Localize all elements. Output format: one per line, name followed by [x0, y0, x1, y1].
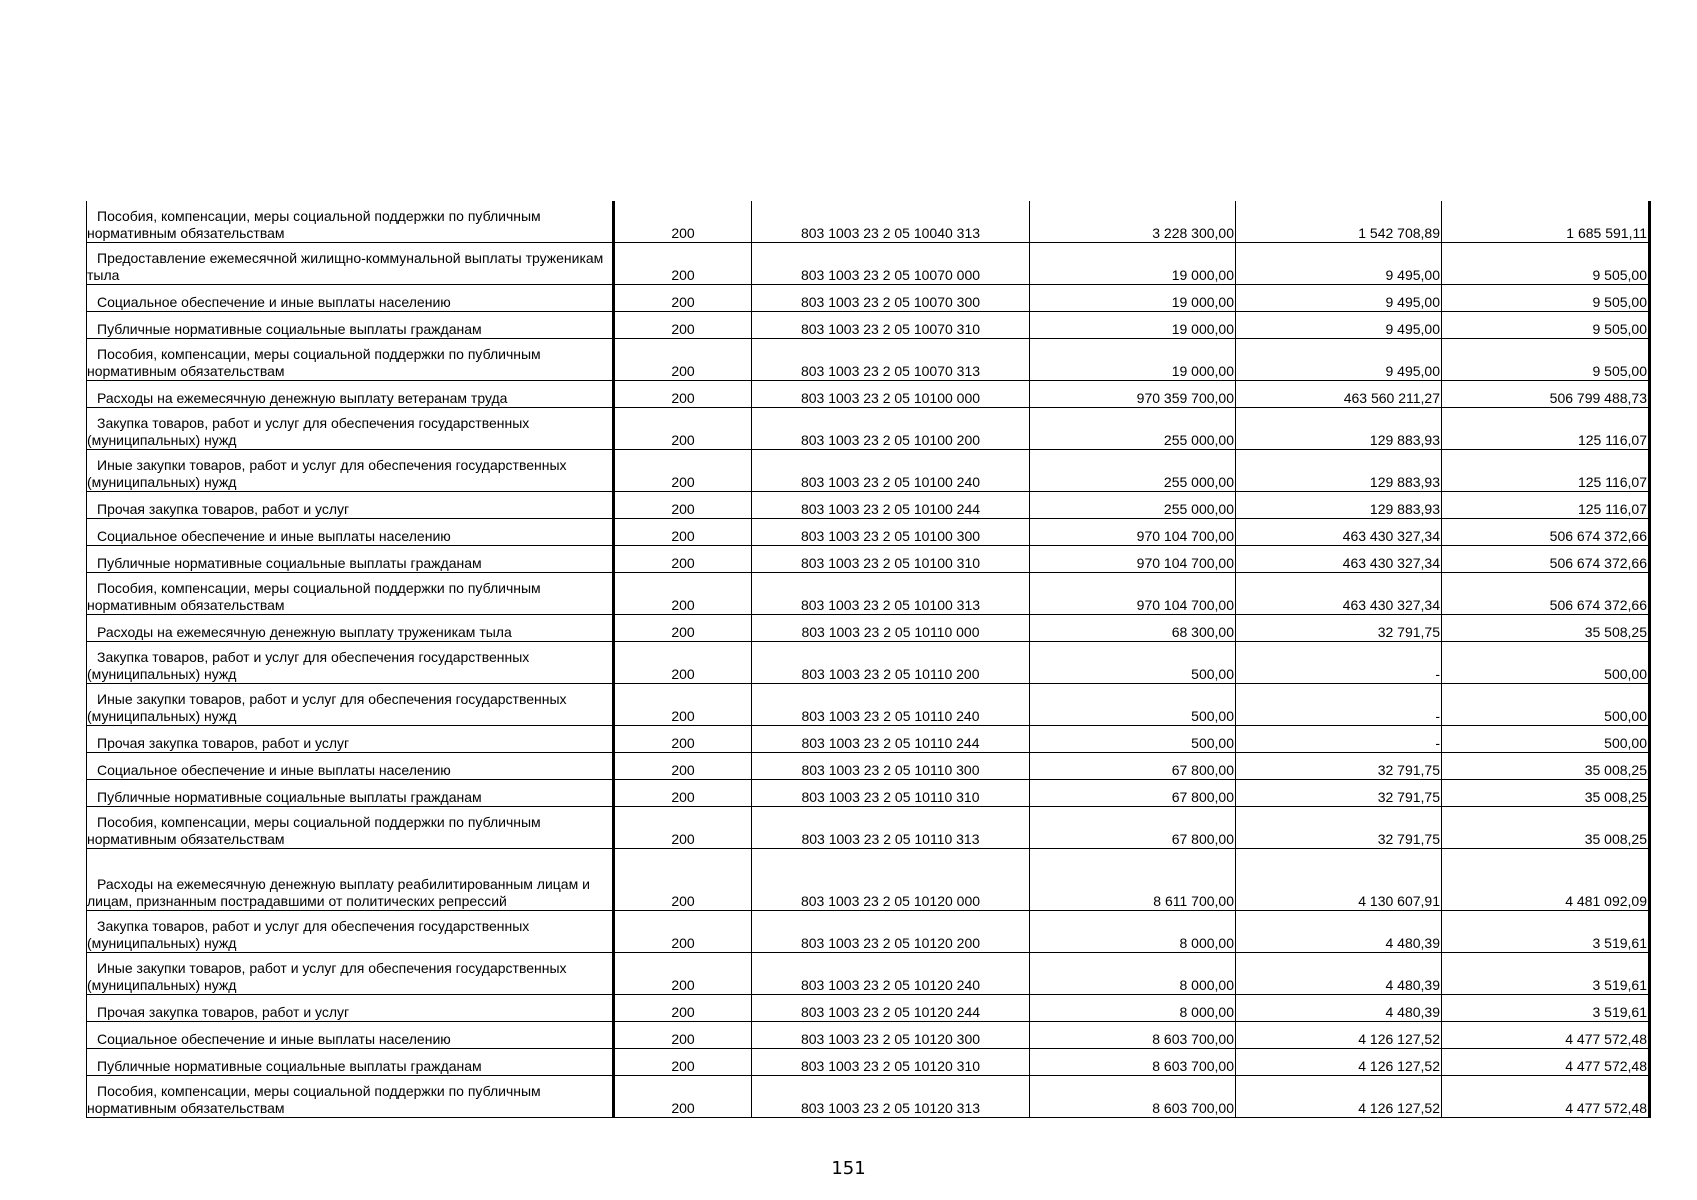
row-name: Иные закупки товаров, работ и услуг для обеспечения государственных (муниципальных) нужд [87, 953, 614, 995]
row-unexecuted-amount: 506 799 488,73 [1442, 381, 1650, 408]
table-row [87, 408, 1650, 450]
row-name: Расходы на ежемесячную денежную выплату реабилитированным лицам и лицам, признанным пострадавшими от политических репрессий [87, 849, 614, 911]
row-budget-classification-code: 803 1003 23 2 05 10100 310 [752, 546, 1030, 573]
row-line-code: 200 [614, 339, 752, 381]
row-approved-amount: 19 000,00 [1030, 312, 1236, 339]
row-line-code: 200 [614, 953, 752, 995]
row-unexecuted-amount: 3 519,61 [1442, 911, 1650, 953]
row-approved-amount: 19 000,00 [1030, 243, 1236, 285]
table-row [87, 381, 1650, 408]
table-row [87, 615, 1650, 642]
row-name: Социальное обеспечение и иные выплаты населению [87, 753, 614, 780]
table-row [87, 339, 1650, 381]
row-line-code: 200 [614, 312, 752, 339]
row-executed-amount: 129 883,93 [1236, 492, 1442, 519]
row-unexecuted-amount: 4 477 572,48 [1442, 1049, 1650, 1076]
row-unexecuted-amount: 506 674 372,66 [1442, 573, 1650, 615]
row-name: Публичные нормативные социальные выплаты гражданам [87, 312, 614, 339]
row-unexecuted-amount: 125 116,07 [1442, 492, 1650, 519]
page-number: 151 [831, 1158, 866, 1179]
row-approved-amount: 67 800,00 [1030, 807, 1236, 849]
row-budget-classification-code: 803 1003 23 2 05 10100 300 [752, 519, 1030, 546]
row-approved-amount: 8 000,00 [1030, 995, 1236, 1022]
row-line-code: 200 [614, 573, 752, 615]
row-approved-amount: 970 359 700,00 [1030, 381, 1236, 408]
row-line-code: 200 [614, 753, 752, 780]
row-name: Публичные нормативные социальные выплаты гражданам [87, 1049, 614, 1076]
row-unexecuted-amount: 3 519,61 [1442, 953, 1650, 995]
row-executed-amount: 9 495,00 [1236, 285, 1442, 312]
row-line-code: 200 [614, 911, 752, 953]
table-row [87, 807, 1650, 849]
row-unexecuted-amount: 1 685 591,11 [1442, 201, 1650, 243]
table-row [87, 1049, 1650, 1076]
row-name: Закупка товаров, работ и услуг для обеспечения государственных (муниципальных) нужд [87, 911, 614, 953]
row-approved-amount: 500,00 [1030, 684, 1236, 726]
table-row [87, 285, 1650, 312]
row-unexecuted-amount: 35 008,25 [1442, 780, 1650, 807]
row-executed-amount: 9 495,00 [1236, 243, 1442, 285]
row-unexecuted-amount: 35 008,25 [1442, 753, 1650, 780]
row-executed-amount: 4 480,39 [1236, 911, 1442, 953]
table-row [87, 642, 1650, 684]
row-unexecuted-amount: 125 116,07 [1442, 450, 1650, 492]
row-budget-classification-code: 803 1003 23 2 05 10070 313 [752, 339, 1030, 381]
row-executed-amount: 4 480,39 [1236, 953, 1442, 995]
row-name: Социальное обеспечение и иные выплаты населению [87, 285, 614, 312]
row-unexecuted-amount: 3 519,61 [1442, 995, 1650, 1022]
row-name: Прочая закупка товаров, работ и услуг [87, 995, 614, 1022]
row-budget-classification-code: 803 1003 23 2 05 10110 313 [752, 807, 1030, 849]
row-name: Пособия, компенсации, меры социальной поддержки по публичным нормативным обязательствам [87, 339, 614, 381]
table-row [87, 519, 1650, 546]
row-executed-amount: 1 542 708,89 [1236, 201, 1442, 243]
row-approved-amount: 19 000,00 [1030, 339, 1236, 381]
row-budget-classification-code: 803 1003 23 2 05 10110 240 [752, 684, 1030, 726]
row-budget-classification-code: 803 1003 23 2 05 10110 300 [752, 753, 1030, 780]
row-executed-amount: 9 495,00 [1236, 339, 1442, 381]
row-approved-amount: 8 000,00 [1030, 953, 1236, 995]
table-row [87, 492, 1650, 519]
row-approved-amount: 255 000,00 [1030, 492, 1236, 519]
row-line-code: 200 [614, 243, 752, 285]
row-executed-amount: 463 430 327,34 [1236, 573, 1442, 615]
row-executed-amount: 4 126 127,52 [1236, 1022, 1442, 1049]
row-approved-amount: 500,00 [1030, 726, 1236, 753]
row-approved-amount: 3 228 300,00 [1030, 201, 1236, 243]
row-approved-amount: 19 000,00 [1030, 285, 1236, 312]
table-row [87, 1076, 1650, 1118]
table-row [87, 684, 1650, 726]
row-budget-classification-code: 803 1003 23 2 05 10120 200 [752, 911, 1030, 953]
row-name: Иные закупки товаров, работ и услуг для обеспечения государственных (муниципальных) нужд [87, 684, 614, 726]
row-budget-classification-code: 803 1003 23 2 05 10120 313 [752, 1076, 1030, 1118]
table-row [87, 201, 1650, 243]
row-name: Публичные нормативные социальные выплаты гражданам [87, 546, 614, 573]
row-line-code: 200 [614, 381, 752, 408]
row-executed-amount: 32 791,75 [1236, 780, 1442, 807]
row-approved-amount: 970 104 700,00 [1030, 519, 1236, 546]
row-budget-classification-code: 803 1003 23 2 05 10110 244 [752, 726, 1030, 753]
row-executed-amount: 32 791,75 [1236, 615, 1442, 642]
table-row [87, 450, 1650, 492]
row-name: Прочая закупка товаров, работ и услуг [87, 492, 614, 519]
row-unexecuted-amount: 35 008,25 [1442, 807, 1650, 849]
table-row [87, 995, 1650, 1022]
row-name: Прочая закупка товаров, работ и услуг [87, 726, 614, 753]
table-row [87, 953, 1650, 995]
budget-execution-table [86, 201, 1651, 1118]
row-line-code: 200 [614, 408, 752, 450]
row-unexecuted-amount: 9 505,00 [1442, 312, 1650, 339]
row-executed-amount: 463 560 211,27 [1236, 381, 1442, 408]
row-executed-amount: 4 130 607,91 [1236, 849, 1442, 911]
row-approved-amount: 67 800,00 [1030, 780, 1236, 807]
row-budget-classification-code: 803 1003 23 2 05 10120 000 [752, 849, 1030, 911]
row-line-code: 200 [614, 492, 752, 519]
row-executed-amount: 463 430 327,34 [1236, 546, 1442, 573]
row-name: Иные закупки товаров, работ и услуг для обеспечения государственных (муниципальных) нужд [87, 450, 614, 492]
row-name: Социальное обеспечение и иные выплаты населению [87, 1022, 614, 1049]
row-line-code: 200 [614, 450, 752, 492]
table-row [87, 726, 1650, 753]
row-unexecuted-amount: 4 481 092,09 [1442, 849, 1650, 911]
row-unexecuted-amount: 500,00 [1442, 684, 1650, 726]
row-budget-classification-code: 803 1003 23 2 05 10120 300 [752, 1022, 1030, 1049]
table-row [87, 1022, 1650, 1049]
row-line-code: 200 [614, 1049, 752, 1076]
row-line-code: 200 [614, 849, 752, 911]
row-unexecuted-amount: 500,00 [1442, 642, 1650, 684]
row-executed-amount: 4 480,39 [1236, 995, 1442, 1022]
row-name: Социальное обеспечение и иные выплаты населению [87, 519, 614, 546]
table-row [87, 573, 1650, 615]
row-budget-classification-code: 803 1003 23 2 05 10120 240 [752, 953, 1030, 995]
row-unexecuted-amount: 506 674 372,66 [1442, 519, 1650, 546]
row-executed-amount: 129 883,93 [1236, 450, 1442, 492]
row-line-code: 200 [614, 1022, 752, 1049]
table-row [87, 849, 1650, 911]
row-approved-amount: 8 603 700,00 [1030, 1022, 1236, 1049]
row-name: Пособия, компенсации, меры социальной поддержки по публичным нормативным обязательствам [87, 573, 614, 615]
row-name: Пособия, компенсации, меры социальной поддержки по публичным нормативным обязательствам [87, 1076, 614, 1118]
row-executed-amount: - [1236, 684, 1442, 726]
table-row [87, 312, 1650, 339]
row-line-code: 200 [614, 807, 752, 849]
row-line-code: 200 [614, 642, 752, 684]
row-executed-amount: 463 430 327,34 [1236, 519, 1442, 546]
row-budget-classification-code: 803 1003 23 2 05 10110 200 [752, 642, 1030, 684]
row-approved-amount: 255 000,00 [1030, 408, 1236, 450]
row-approved-amount: 970 104 700,00 [1030, 546, 1236, 573]
row-executed-amount: 9 495,00 [1236, 312, 1442, 339]
row-line-code: 200 [614, 780, 752, 807]
row-line-code: 200 [614, 995, 752, 1022]
row-executed-amount: 129 883,93 [1236, 408, 1442, 450]
row-approved-amount: 500,00 [1030, 642, 1236, 684]
row-budget-classification-code: 803 1003 23 2 05 10100 200 [752, 408, 1030, 450]
row-line-code: 200 [614, 1076, 752, 1118]
row-budget-classification-code: 803 1003 23 2 05 10110 000 [752, 615, 1030, 642]
row-line-code: 200 [614, 546, 752, 573]
row-line-code: 200 [614, 201, 752, 243]
table-row [87, 753, 1650, 780]
row-executed-amount: - [1236, 726, 1442, 753]
row-executed-amount: 32 791,75 [1236, 807, 1442, 849]
row-unexecuted-amount: 500,00 [1442, 726, 1650, 753]
row-budget-classification-code: 803 1003 23 2 05 10120 310 [752, 1049, 1030, 1076]
row-budget-classification-code: 803 1003 23 2 05 10100 240 [752, 450, 1030, 492]
row-budget-classification-code: 803 1003 23 2 05 10120 244 [752, 995, 1030, 1022]
row-budget-classification-code: 803 1003 23 2 05 10070 310 [752, 312, 1030, 339]
row-budget-classification-code: 803 1003 23 2 05 10070 300 [752, 285, 1030, 312]
table-row [87, 243, 1650, 285]
row-unexecuted-amount: 35 508,25 [1442, 615, 1650, 642]
row-budget-classification-code: 803 1003 23 2 05 10100 000 [752, 381, 1030, 408]
table-row [87, 911, 1650, 953]
row-unexecuted-amount: 4 477 572,48 [1442, 1076, 1650, 1118]
row-unexecuted-amount: 9 505,00 [1442, 285, 1650, 312]
row-line-code: 200 [614, 285, 752, 312]
row-unexecuted-amount: 125 116,07 [1442, 408, 1650, 450]
row-budget-classification-code: 803 1003 23 2 05 10070 000 [752, 243, 1030, 285]
row-name: Предоставление ежемесячной жилищно-коммунальной выплаты труженикам тыла [87, 243, 614, 285]
row-name: Пособия, компенсации, меры социальной поддержки по публичным нормативным обязательствам [87, 201, 614, 243]
table-row [87, 546, 1650, 573]
row-name: Расходы на ежемесячную денежную выплату ветеранам труда [87, 381, 614, 408]
row-unexecuted-amount: 506 674 372,66 [1442, 546, 1650, 573]
row-budget-classification-code: 803 1003 23 2 05 10100 313 [752, 573, 1030, 615]
row-name: Пособия, компенсации, меры социальной поддержки по публичным нормативным обязательствам [87, 807, 614, 849]
row-executed-amount: 4 126 127,52 [1236, 1076, 1442, 1118]
row-name: Закупка товаров, работ и услуг для обеспечения государственных (муниципальных) нужд [87, 408, 614, 450]
row-executed-amount: - [1236, 642, 1442, 684]
row-approved-amount: 68 300,00 [1030, 615, 1236, 642]
row-approved-amount: 255 000,00 [1030, 450, 1236, 492]
row-approved-amount: 8 603 700,00 [1030, 1076, 1236, 1118]
row-approved-amount: 8 603 700,00 [1030, 1049, 1236, 1076]
row-unexecuted-amount: 9 505,00 [1442, 243, 1650, 285]
row-approved-amount: 67 800,00 [1030, 753, 1236, 780]
row-approved-amount: 8 000,00 [1030, 911, 1236, 953]
row-unexecuted-amount: 4 477 572,48 [1442, 1022, 1650, 1049]
row-name: Закупка товаров, работ и услуг для обеспечения государственных (муниципальных) нужд [87, 642, 614, 684]
row-line-code: 200 [614, 684, 752, 726]
row-name: Расходы на ежемесячную денежную выплату труженикам тыла [87, 615, 614, 642]
row-executed-amount: 32 791,75 [1236, 753, 1442, 780]
table-row [87, 780, 1650, 807]
row-name: Публичные нормативные социальные выплаты гражданам [87, 780, 614, 807]
row-budget-classification-code: 803 1003 23 2 05 10110 310 [752, 780, 1030, 807]
row-line-code: 200 [614, 615, 752, 642]
row-approved-amount: 970 104 700,00 [1030, 573, 1236, 615]
row-line-code: 200 [614, 519, 752, 546]
row-executed-amount: 4 126 127,52 [1236, 1049, 1442, 1076]
row-budget-classification-code: 803 1003 23 2 05 10040 313 [752, 201, 1030, 243]
row-approved-amount: 8 611 700,00 [1030, 849, 1236, 911]
row-line-code: 200 [614, 726, 752, 753]
row-unexecuted-amount: 9 505,00 [1442, 339, 1650, 381]
row-budget-classification-code: 803 1003 23 2 05 10100 244 [752, 492, 1030, 519]
